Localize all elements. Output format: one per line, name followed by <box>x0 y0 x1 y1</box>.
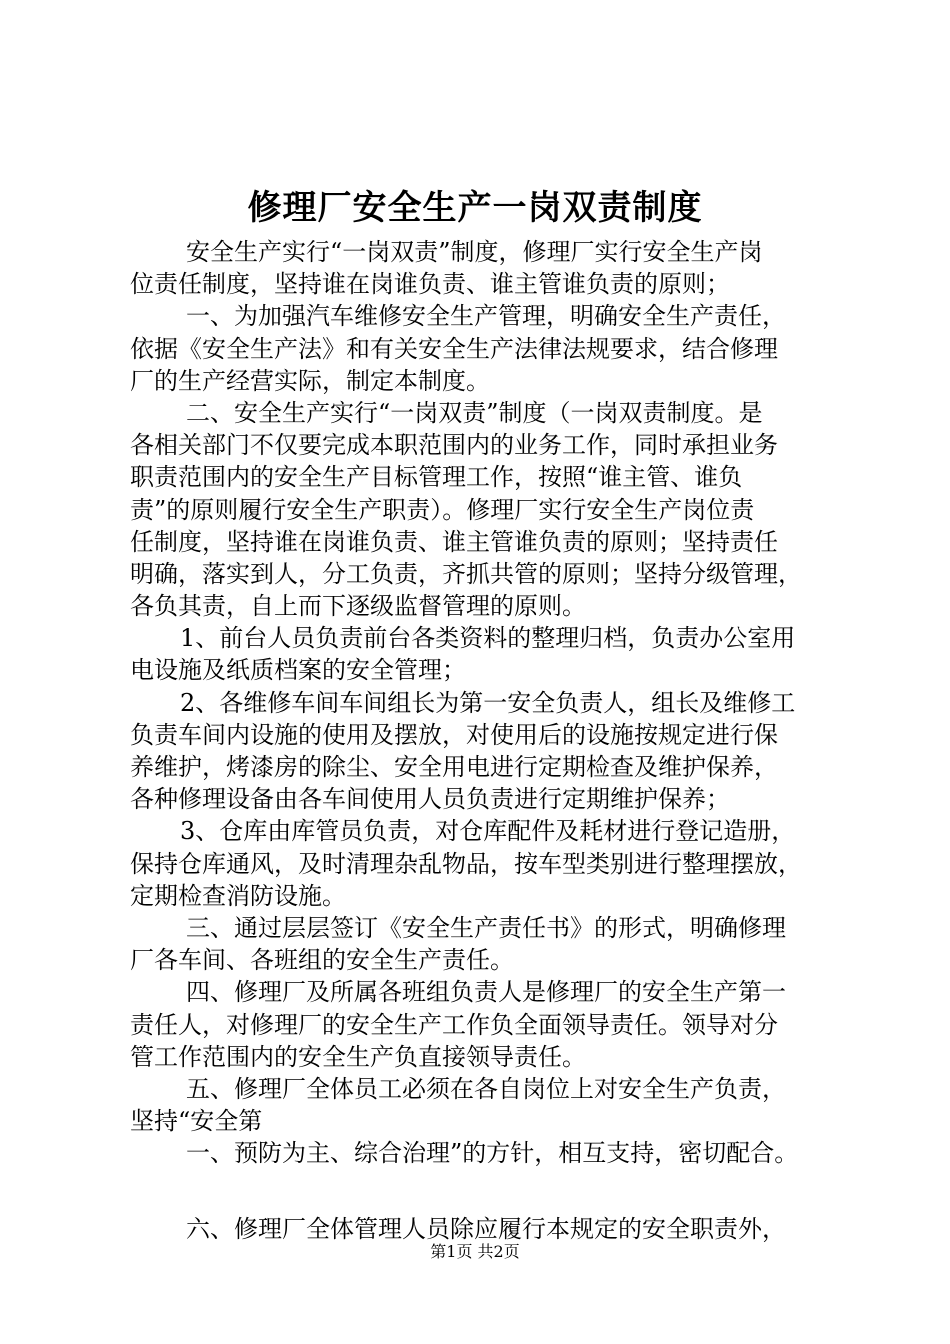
paragraph-line: 二、安全生产实行“一岗双责”制度（一岗双责制度。是 <box>186 398 763 427</box>
paragraph-line: 养维护，烤漆房的除尘、安全用电进行定期检查及维护保养， <box>130 753 778 781</box>
page-footer: 第1页 共2页 <box>430 1242 520 1261</box>
paragraph-line: 厂各车间、各班组的安全生产责任。 <box>130 946 514 975</box>
paragraph-line: 责任人，对修理厂的安全生产工作负全面领导责任。领导对分 <box>130 1010 778 1039</box>
paragraph-line: 各相关部门不仅要完成本职范围内的业务工作，同时承担业务 <box>130 431 778 460</box>
paragraph-line: 各负其责，自上而下逐级监督管理的原则。 <box>130 592 586 621</box>
paragraph-line: 厂的生产经营实际，制定本制度。 <box>130 366 490 395</box>
paragraph-line: 负责车间内设施的使用及摆放，对使用后的设施按规定进行保 <box>130 720 778 749</box>
paragraph-line: 四、修理厂及所属各班组负责人是修理厂的安全生产第一 <box>186 978 786 1007</box>
paragraph-line: 定期检查消防设施。 <box>130 881 346 910</box>
paragraph-line: 安全生产实行“一岗双责”制度，修理厂实行安全生产岗 <box>186 238 763 266</box>
paragraph-line: 一、为加强汽车维修安全生产管理，明确安全生产责任， <box>186 302 786 331</box>
paragraph-line: 位责任制度，坚持谁在岗谁负责、谁主管谁负责的原则； <box>130 270 730 299</box>
paragraph-line: 坚持“安全第 <box>130 1107 263 1136</box>
paragraph-line: 明确，落实到人，分工负责，齐抓共管的原则；坚持分级管理， <box>130 559 802 588</box>
document-title: 修理厂安全生产一岗双责制度 <box>247 188 703 228</box>
paragraph-line: 责”的原则履行安全生产职责）。修理厂实行安全生产岗位责 <box>130 495 755 524</box>
paragraph-line: 三、通过层层签订《安全生产责任书》的形式，明确修理 <box>186 913 786 942</box>
paragraph-line: 依据《安全生产法》和有关安全生产法律法规要求，结合修理 <box>130 334 778 363</box>
paragraph-line: 一、预防为主、综合治理”的方针，相互支持，密切配合。 <box>186 1139 799 1168</box>
paragraph-gap <box>130 1169 840 1213</box>
paragraph-line: 五、修理厂全体员工必须在各自岗位上对安全生产负责， <box>186 1074 786 1103</box>
paragraph-line: 2、各维修车间车间组长为第一安全负责人，组长及维修工 <box>180 688 796 717</box>
paragraph-line: 保持仓库通风，及时清理杂乱物品，按车型类别进行整理摆放， <box>130 849 802 878</box>
paragraph-line: 职责范围内的安全生产目标管理工作，按照“谁主管、谁负 <box>130 463 743 492</box>
paragraph-line: 3、仓库由库管员负责，对仓库配件及耗材进行登记造册， <box>180 817 796 846</box>
paragraph-line: 电设施及纸质档案的安全管理； <box>130 656 466 685</box>
paragraph-line: 管工作范围内的安全生产负直接领导责任。 <box>130 1042 586 1071</box>
paragraph-line: 任制度，坚持谁在岗谁负责、谁主管谁负责的原则；坚持责任 <box>130 527 778 556</box>
paragraph-line: 1、前台人员负责前台各类资料的整理归档，负责办公室用 <box>180 624 796 653</box>
paragraph-line: 各种修理设备由各车间使用人员负责进行定期维护保养； <box>130 785 730 814</box>
document-body <box>130 236 840 1246</box>
paragraph-line: 六、修理厂全体管理人员除应履行本规定的安全职责外， <box>186 1215 786 1244</box>
